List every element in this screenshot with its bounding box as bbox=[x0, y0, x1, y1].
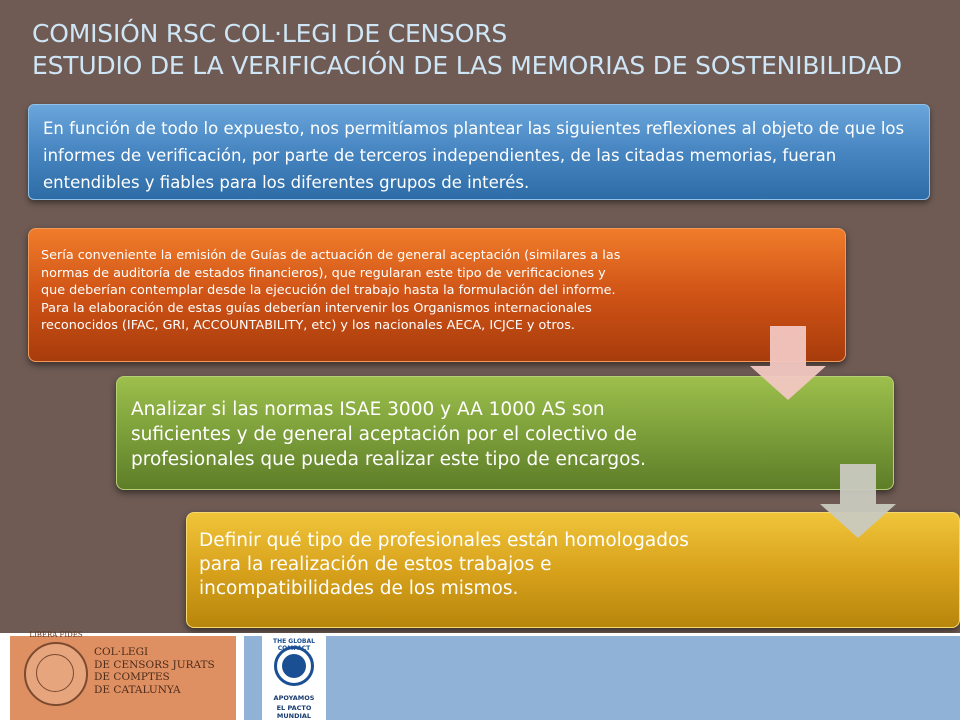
global-compact-logo bbox=[262, 636, 326, 720]
step-1-line: Para la elaboración de estas guías deberían intervenir los Organismos internacionales bbox=[41, 300, 592, 316]
step-2-line: suficientes y de general aceptación por el colectivo de bbox=[131, 424, 637, 445]
arrow-head bbox=[750, 366, 826, 400]
college-logo-panel bbox=[10, 631, 236, 720]
step-1-line: que deberían contemplar desde la ejecución del trabajo hasta la formulación del informe. bbox=[41, 283, 616, 298]
footer bbox=[0, 633, 960, 720]
global-compact-line-2: EL PACTO MUNDIAL bbox=[276, 704, 312, 720]
step-1-line: normas de auditoría de estados financieros), que regularan este tipo de verificaciones y bbox=[41, 265, 606, 281]
step-3-line: Definir qué tipo de profesionales están homologados bbox=[199, 530, 689, 551]
college-seal-icon bbox=[24, 631, 88, 706]
arrow-head bbox=[820, 504, 896, 538]
title-line-2: ESTUDIO DE LA VERIFICACIÓN DE LAS MEMORIAS DE SOSTENIBILIDAD bbox=[32, 51, 902, 80]
step-2-line: profesionales que pueda realizar este tipo de encargos. bbox=[131, 449, 646, 470]
down-arrow-icon bbox=[750, 326, 826, 400]
seal-text: LIBERA FIDES bbox=[29, 631, 83, 639]
arrow-stem bbox=[840, 464, 876, 504]
seal-inner-ring bbox=[36, 654, 74, 692]
step-3-line: para la realización de estos trabajos e bbox=[199, 554, 552, 575]
arrow-stem bbox=[770, 326, 806, 366]
slide-title bbox=[32, 18, 952, 82]
step-3-line: incompatibilidades de los mismos. bbox=[199, 578, 519, 599]
title-line-1: COMISIÓN RSC COL·LEGI DE CENSORS bbox=[32, 19, 508, 48]
step-1-line: Sería conveniente la emisión de Guías de actuación de general aceptación (similares a las bbox=[41, 248, 621, 263]
footer-blue-band bbox=[244, 636, 960, 720]
college-name bbox=[94, 646, 215, 696]
college-line: COL·LEGI bbox=[94, 646, 149, 658]
down-arrow-icon bbox=[820, 464, 896, 538]
globe-icon bbox=[282, 654, 306, 678]
intro-box: En función de todo lo expuesto, nos permitíamos plantear las siguientes reflexiones al objeto de que los informes de verificación, por parte de terceros independientes, de las citadas memorias, fueran entendibles y fiables para los diferentes grupos de interés. bbox=[28, 104, 930, 200]
college-line: DE COMPTES bbox=[94, 671, 170, 683]
step-1-line: reconocidos (IFAC, GRI, ACCOUNTABILITY, etc) y los nacionales AECA, ICJCE y otros. bbox=[41, 318, 575, 333]
step-2-line: Analizar si las normas ISAE 3000 y AA 1000 AS son bbox=[131, 399, 605, 420]
global-compact-arc-text: THE GLOBAL COMPACT bbox=[273, 638, 315, 652]
college-line: DE CENSORS JURATS bbox=[94, 658, 215, 671]
step-1-box bbox=[28, 228, 846, 362]
global-compact-line-1: APOYAMOS bbox=[273, 694, 315, 702]
college-line: DE CATALUNYA bbox=[94, 683, 181, 696]
